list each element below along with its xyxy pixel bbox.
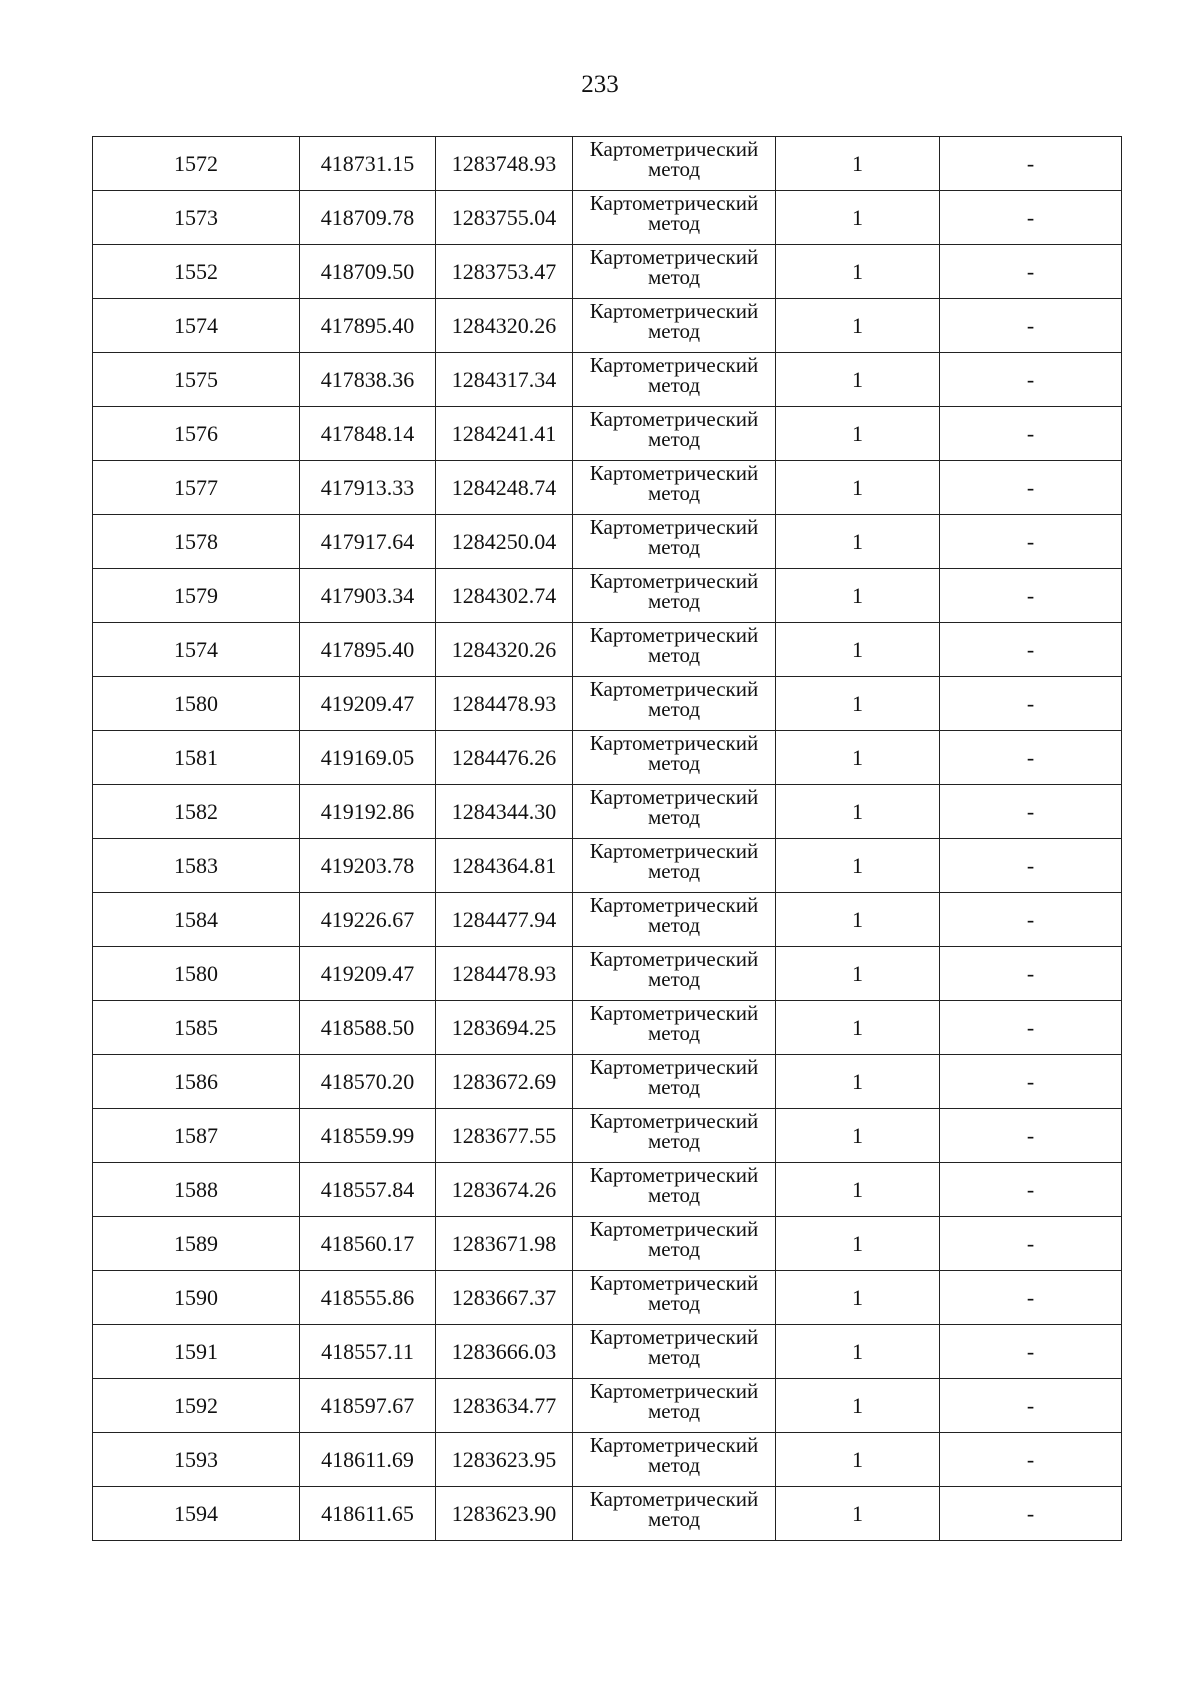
point-number-cell: 1578 [93,515,300,569]
x-coordinate-cell: 419209.47 [300,677,436,731]
point-number-cell: 1590 [93,1271,300,1325]
table-row [93,137,1122,191]
method-line-1: Картометрический [589,1271,759,1295]
x-coordinate-cell: 419226.67 [300,893,436,947]
method-line-2: метод [647,913,701,937]
method-line-1: Картометрический [589,137,759,161]
table-row [93,191,1122,245]
method-cell [573,191,776,245]
method-cell [573,731,776,785]
table-row [93,947,1122,1001]
description-cell: - [940,515,1122,569]
table-row [93,1379,1122,1433]
point-number-cell: 1573 [93,191,300,245]
x-coordinate-cell: 417895.40 [300,299,436,353]
y-coordinate-cell: 1284364.81 [436,839,573,893]
x-coordinate-cell: 417913.33 [300,461,436,515]
method-line-1: Картометрический [589,245,759,269]
x-coordinate-cell: 418611.65 [300,1487,436,1541]
y-coordinate-cell: 1284476.26 [436,731,573,785]
description-cell: - [940,731,1122,785]
method-line-1: Картометрический [589,893,759,917]
method-line-2: метод [647,1183,701,1207]
method-cell [573,569,776,623]
accuracy-cell: 1 [776,137,940,191]
y-coordinate-cell: 1283672.69 [436,1055,573,1109]
accuracy-cell: 1 [776,1163,940,1217]
accuracy-cell: 1 [776,1433,940,1487]
method-cell [573,677,776,731]
point-number-cell: 1592 [93,1379,300,1433]
page-number: 233 [581,71,619,98]
point-number-cell: 1582 [93,785,300,839]
description-cell: - [940,1325,1122,1379]
method-cell [573,1001,776,1055]
x-coordinate-cell: 419203.78 [300,839,436,893]
method-line-1: Картометрический [589,839,759,863]
table-row [93,1325,1122,1379]
x-coordinate-cell: 417838.36 [300,353,436,407]
point-number-cell: 1579 [93,569,300,623]
description-cell: - [940,299,1122,353]
point-number-cell: 1588 [93,1163,300,1217]
method-line-1: Картометрический [589,731,759,755]
method-cell [573,245,776,299]
description-cell: - [940,1001,1122,1055]
accuracy-cell: 1 [776,515,940,569]
y-coordinate-cell: 1283623.95 [436,1433,573,1487]
y-coordinate-cell: 1284344.30 [436,785,573,839]
method-line-1: Картометрический [589,515,759,539]
point-number-cell: 1593 [93,1433,300,1487]
x-coordinate-cell: 419169.05 [300,731,436,785]
description-cell: - [940,1271,1122,1325]
table-row [93,731,1122,785]
method-line-1: Картометрический [589,947,759,971]
description-cell: - [940,839,1122,893]
y-coordinate-cell: 1283753.47 [436,245,573,299]
method-cell [573,461,776,515]
method-cell [573,515,776,569]
description-cell: - [940,191,1122,245]
x-coordinate-cell: 417848.14 [300,407,436,461]
x-coordinate-cell: 418559.99 [300,1109,436,1163]
method-line-2: метод [647,1021,701,1045]
accuracy-cell: 1 [776,1487,940,1541]
method-line-2: метод [647,967,701,991]
method-line-1: Картометрический [589,1487,759,1511]
table-row [93,1109,1122,1163]
accuracy-cell: 1 [776,1271,940,1325]
accuracy-cell: 1 [776,785,940,839]
method-line-1: Картометрический [589,1325,759,1349]
accuracy-cell: 1 [776,299,940,353]
description-cell: - [940,245,1122,299]
point-number-cell: 1575 [93,353,300,407]
x-coordinate-cell: 418731.15 [300,137,436,191]
x-coordinate-cell: 418570.20 [300,1055,436,1109]
method-cell [573,1325,776,1379]
description-cell: - [940,677,1122,731]
description-cell: - [940,1055,1122,1109]
method-cell [573,1163,776,1217]
x-coordinate-cell: 418597.67 [300,1379,436,1433]
y-coordinate-cell: 1283674.26 [436,1163,573,1217]
method-cell [573,1487,776,1541]
description-cell: - [940,569,1122,623]
table-row [93,353,1122,407]
table-row [93,893,1122,947]
method-line-2: метод [647,1291,701,1315]
method-line-1: Картометрический [589,353,759,377]
point-number-cell: 1583 [93,839,300,893]
point-number-cell: 1589 [93,1217,300,1271]
method-line-2: метод [647,1507,701,1531]
point-number-cell: 1577 [93,461,300,515]
description-cell: - [940,1487,1122,1541]
method-line-2: метод [647,805,701,829]
description-cell: - [940,1379,1122,1433]
table-row [93,1055,1122,1109]
description-cell: - [940,1109,1122,1163]
table-row [93,839,1122,893]
method-cell [573,1271,776,1325]
y-coordinate-cell: 1283694.25 [436,1001,573,1055]
method-line-2: метод [647,751,701,775]
method-cell [573,785,776,839]
method-cell [573,299,776,353]
x-coordinate-cell: 417917.64 [300,515,436,569]
description-cell: - [940,461,1122,515]
method-line-1: Картометрический [589,191,759,215]
method-cell [573,137,776,191]
y-coordinate-cell: 1284250.04 [436,515,573,569]
accuracy-cell: 1 [776,569,940,623]
y-coordinate-cell: 1284320.26 [436,299,573,353]
method-line-2: метод [647,589,701,613]
method-line-2: метод [647,643,701,667]
method-line-2: метод [647,1399,701,1423]
y-coordinate-cell: 1284320.26 [436,623,573,677]
y-coordinate-cell: 1284317.34 [436,353,573,407]
y-coordinate-cell: 1283677.55 [436,1109,573,1163]
method-line-1: Картометрический [589,569,759,593]
method-cell [573,353,776,407]
accuracy-cell: 1 [776,623,940,677]
y-coordinate-cell: 1283634.77 [436,1379,573,1433]
x-coordinate-cell: 417903.34 [300,569,436,623]
table-row [93,299,1122,353]
method-cell [573,947,776,1001]
x-coordinate-cell: 418557.11 [300,1325,436,1379]
method-cell [573,893,776,947]
accuracy-cell: 1 [776,947,940,1001]
method-line-2: метод [647,157,701,181]
accuracy-cell: 1 [776,1217,940,1271]
method-line-1: Картометрический [589,461,759,485]
y-coordinate-cell: 1284241.41 [436,407,573,461]
y-coordinate-cell: 1283667.37 [436,1271,573,1325]
method-cell [573,839,776,893]
accuracy-cell: 1 [776,677,940,731]
point-number-cell: 1580 [93,947,300,1001]
method-cell [573,623,776,677]
y-coordinate-cell: 1283671.98 [436,1217,573,1271]
method-line-1: Картометрический [589,785,759,809]
method-line-1: Картометрический [589,623,759,647]
table-row [93,623,1122,677]
accuracy-cell: 1 [776,1001,940,1055]
method-line-2: метод [647,1453,701,1477]
method-line-2: метод [647,1075,701,1099]
y-coordinate-cell: 1283748.93 [436,137,573,191]
accuracy-cell: 1 [776,893,940,947]
point-number-cell: 1572 [93,137,300,191]
y-coordinate-cell: 1283666.03 [436,1325,573,1379]
x-coordinate-cell: 418611.69 [300,1433,436,1487]
description-cell: - [940,1433,1122,1487]
method-cell [573,1109,776,1163]
accuracy-cell: 1 [776,245,940,299]
accuracy-cell: 1 [776,731,940,785]
y-coordinate-cell: 1283623.90 [436,1487,573,1541]
accuracy-cell: 1 [776,1379,940,1433]
accuracy-cell: 1 [776,407,940,461]
method-line-2: метод [647,211,701,235]
method-line-2: метод [647,697,701,721]
point-number-cell: 1574 [93,299,300,353]
method-line-1: Картометрический [589,1433,759,1457]
y-coordinate-cell: 1283755.04 [436,191,573,245]
method-line-1: Картометрический [589,1379,759,1403]
description-cell: - [940,407,1122,461]
accuracy-cell: 1 [776,1109,940,1163]
table-row [93,1001,1122,1055]
method-line-1: Картометрический [589,1055,759,1079]
point-number-cell: 1574 [93,623,300,677]
y-coordinate-cell: 1284248.74 [436,461,573,515]
table-row [93,515,1122,569]
table-row [93,1163,1122,1217]
table-row [93,1433,1122,1487]
method-line-2: метод [647,1345,701,1369]
description-cell: - [940,893,1122,947]
table-row [93,1487,1122,1541]
table-row [93,569,1122,623]
accuracy-cell: 1 [776,839,940,893]
point-number-cell: 1581 [93,731,300,785]
y-coordinate-cell: 1284477.94 [436,893,573,947]
method-cell [573,1433,776,1487]
method-cell [573,1379,776,1433]
table-row [93,407,1122,461]
table-row [93,1217,1122,1271]
point-number-cell: 1591 [93,1325,300,1379]
method-line-1: Картометрический [589,1163,759,1187]
x-coordinate-cell: 418560.17 [300,1217,436,1271]
x-coordinate-cell: 417895.40 [300,623,436,677]
coordinates-table [92,136,1122,1541]
method-line-2: метод [647,481,701,505]
description-cell: - [940,623,1122,677]
accuracy-cell: 1 [776,1055,940,1109]
accuracy-cell: 1 [776,1325,940,1379]
table-row [93,1271,1122,1325]
table-row [93,461,1122,515]
x-coordinate-cell: 419209.47 [300,947,436,1001]
x-coordinate-cell: 418588.50 [300,1001,436,1055]
point-number-cell: 1576 [93,407,300,461]
point-number-cell: 1584 [93,893,300,947]
accuracy-cell: 1 [776,461,940,515]
method-line-1: Картометрический [589,677,759,701]
table-body [93,137,1122,1541]
y-coordinate-cell: 1284302.74 [436,569,573,623]
table-row [93,245,1122,299]
point-number-cell: 1587 [93,1109,300,1163]
description-cell: - [940,137,1122,191]
accuracy-cell: 1 [776,191,940,245]
x-coordinate-cell: 418555.86 [300,1271,436,1325]
point-number-cell: 1552 [93,245,300,299]
method-line-2: метод [647,535,701,559]
y-coordinate-cell: 1284478.93 [436,677,573,731]
accuracy-cell: 1 [776,353,940,407]
x-coordinate-cell: 419192.86 [300,785,436,839]
method-line-2: метод [647,1237,701,1261]
x-coordinate-cell: 418709.78 [300,191,436,245]
method-line-1: Картометрический [589,407,759,431]
point-number-cell: 1580 [93,677,300,731]
x-coordinate-cell: 418709.50 [300,245,436,299]
point-number-cell: 1594 [93,1487,300,1541]
method-line-1: Картометрический [589,1001,759,1025]
description-cell: - [940,947,1122,1001]
description-cell: - [940,353,1122,407]
method-line-2: метод [647,265,701,289]
point-number-cell: 1585 [93,1001,300,1055]
method-cell [573,1217,776,1271]
description-cell: - [940,1217,1122,1271]
method-cell [573,407,776,461]
method-line-2: метод [647,1129,701,1153]
table-row [93,677,1122,731]
method-line-1: Картометрический [589,1109,759,1133]
method-line-2: метод [647,427,701,451]
description-cell: - [940,785,1122,839]
description-cell: - [940,1163,1122,1217]
method-line-2: метод [647,319,701,343]
method-line-2: метод [647,373,701,397]
method-line-2: метод [647,859,701,883]
x-coordinate-cell: 418557.84 [300,1163,436,1217]
table-row [93,785,1122,839]
method-line-1: Картометрический [589,1217,759,1241]
y-coordinate-cell: 1284478.93 [436,947,573,1001]
point-number-cell: 1586 [93,1055,300,1109]
method-line-1: Картометрический [589,299,759,323]
method-cell [573,1055,776,1109]
